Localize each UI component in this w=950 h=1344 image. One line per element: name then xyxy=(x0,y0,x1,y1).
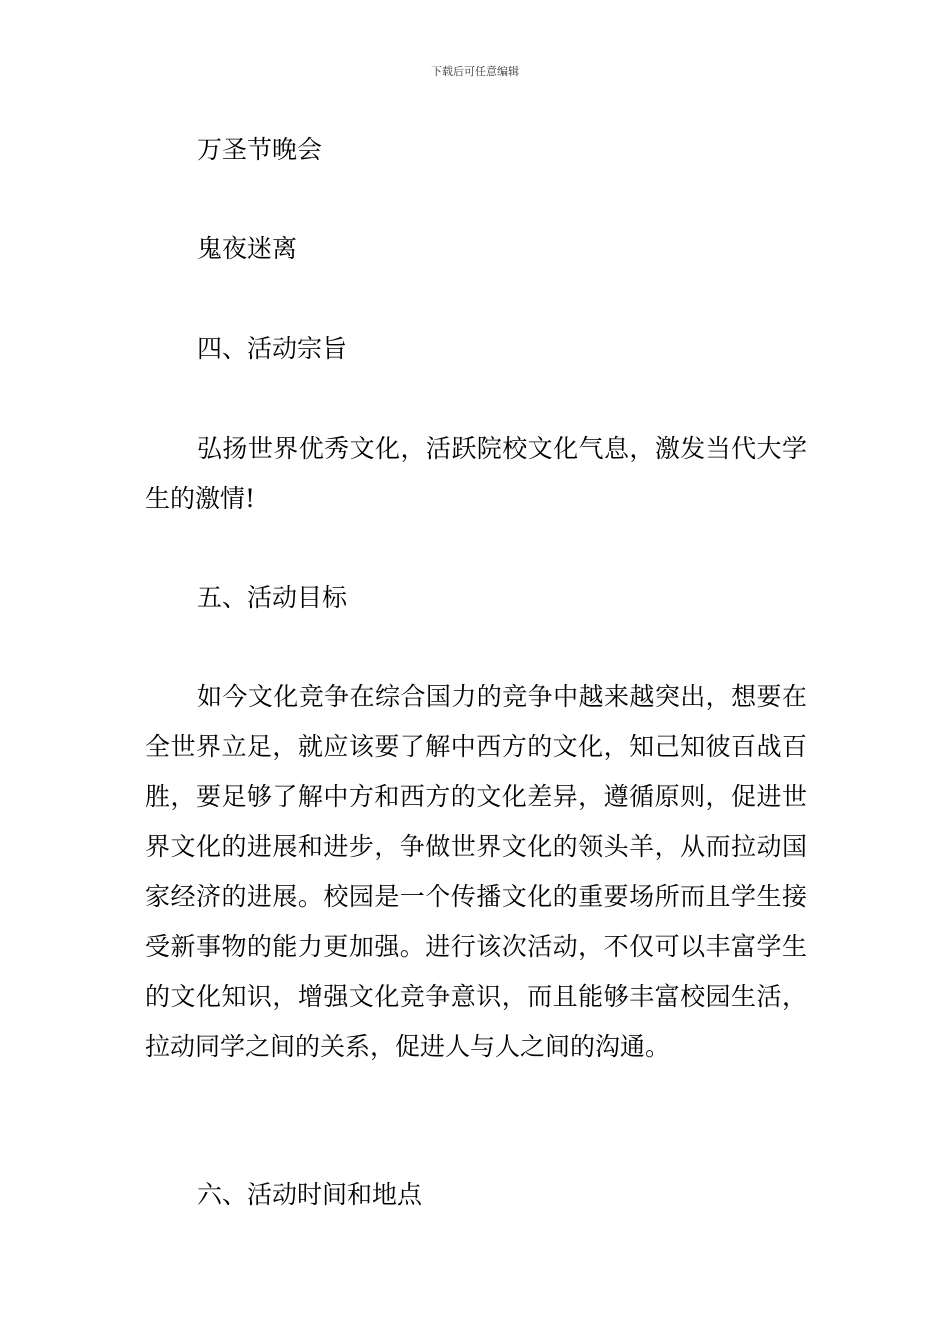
event-theme-line: 鬼夜迷离 xyxy=(197,234,298,263)
paragraph-goal: 如今文化竞争在综合国力的竞争中越来越突出，想要在全世界立足，就应该要了解中西方的文化，知己知彼百战百胜，要足够了解中方和西方的文化差异，遵循原则，促进世界文化的进展和进步，争做世界文化的领头羊，从而拉动国家经济的进展。校园是一个传播文化的重要场所而且学生接受新事物的能力更加强。进行该次活动，不仅可以丰富学生的文化知识，增强文化竞争意识，而且能够丰富校园生活，拉动同学之间的关系，促进人与人之间的沟通。 xyxy=(145,682,807,1061)
section-heading-goal: 五、活动目标 xyxy=(197,583,348,612)
event-name-line: 万圣节晚会 xyxy=(197,135,323,164)
paragraph-purpose: 弘扬世界优秀文化，活跃院校文化气息，激发当代大学生的激情! xyxy=(145,434,807,513)
page-header-note: 下载后可任意编辑 xyxy=(431,65,519,78)
section-heading-time-place: 六、活动时间和地点 xyxy=(197,1180,423,1209)
section-heading-purpose: 四、活动宗旨 xyxy=(197,334,348,363)
